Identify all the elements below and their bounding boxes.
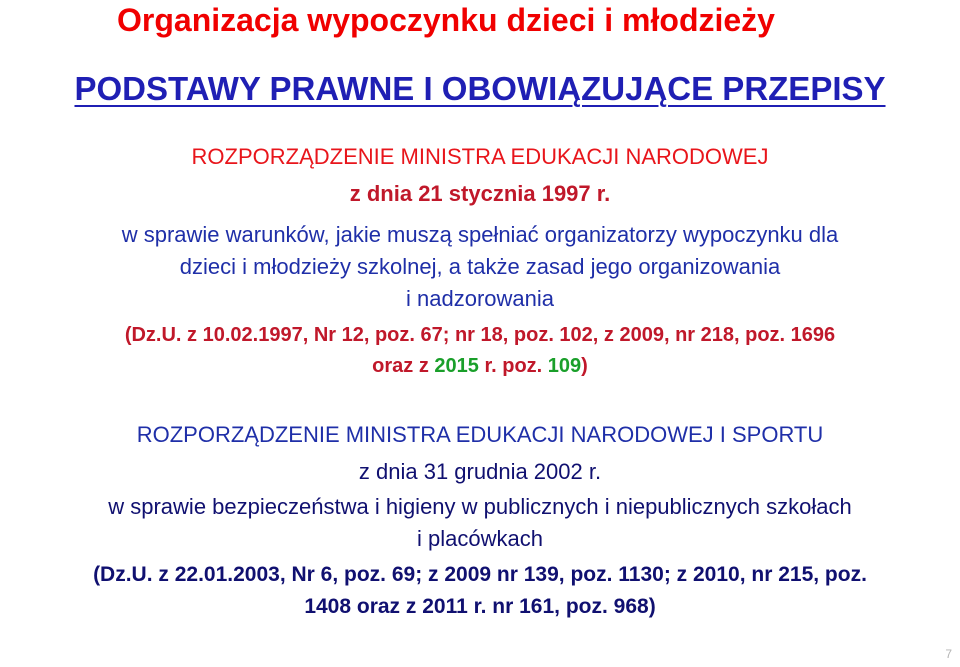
reference-text: oraz z	[372, 355, 435, 377]
regulation-1-subject-line-2: dzieci i młodzieży szkolnej, a także zasad jego organizowania	[179, 254, 781, 279]
regulation-1-reference-line-2	[0, 356, 960, 376]
page-number: 7	[945, 647, 952, 661]
page-title: Organizacja wypoczynku dzieci i młodzieży	[117, 2, 775, 38]
regulation-2-subject-line-2: i placówkach	[417, 526, 543, 551]
regulation-1-subject-line-1: w sprawie warunków, jakie muszą spełniać organizatorzy wypoczynku dla	[121, 222, 839, 247]
regulation-2-reference-line-1: (Dz.U. z 22.01.2003, Nr 6, poz. 69; z 2009 nr 139, poz. 1130; z 2010, nr 215, poz.	[93, 563, 867, 586]
reference-position-highlight: 109	[547, 355, 582, 377]
regulation-1-subject-line-3: i nadzorowania	[406, 286, 554, 311]
section-subtitle: PODSTAWY PRAWNE I OBOWIĄZUJĄCE PRZEPISY	[74, 70, 886, 107]
reference-text: r. poz.	[478, 355, 548, 377]
reference-text: )	[581, 355, 588, 377]
reference-year-highlight: 2015	[434, 355, 479, 377]
regulation-2-date: z dnia 31 grudnia 2002 r.	[358, 459, 602, 484]
regulation-1-heading: ROZPORZĄDZENIE MINISTRA EDUKACJI NARODOWEJ	[191, 144, 769, 169]
regulation-2-reference-line-2: 1408 oraz z 2011 r. nr 161, poz. 968)	[304, 595, 656, 618]
regulation-1-reference-line-1: (Dz.U. z 10.02.1997, Nr 12, poz. 67; nr 18, poz. 102, z 2009, nr 218, poz. 1696	[124, 324, 836, 346]
regulation-2-subject-line-1: w sprawie bezpieczeństwa i higieny w publicznych i niepublicznych szkołach	[108, 494, 852, 519]
regulation-1-date: z dnia 21 stycznia 1997 r.	[349, 181, 611, 206]
regulation-2-heading: ROZPORZĄDZENIE MINISTRA EDUKACJI NARODOWEJ I SPORTU	[136, 422, 824, 447]
